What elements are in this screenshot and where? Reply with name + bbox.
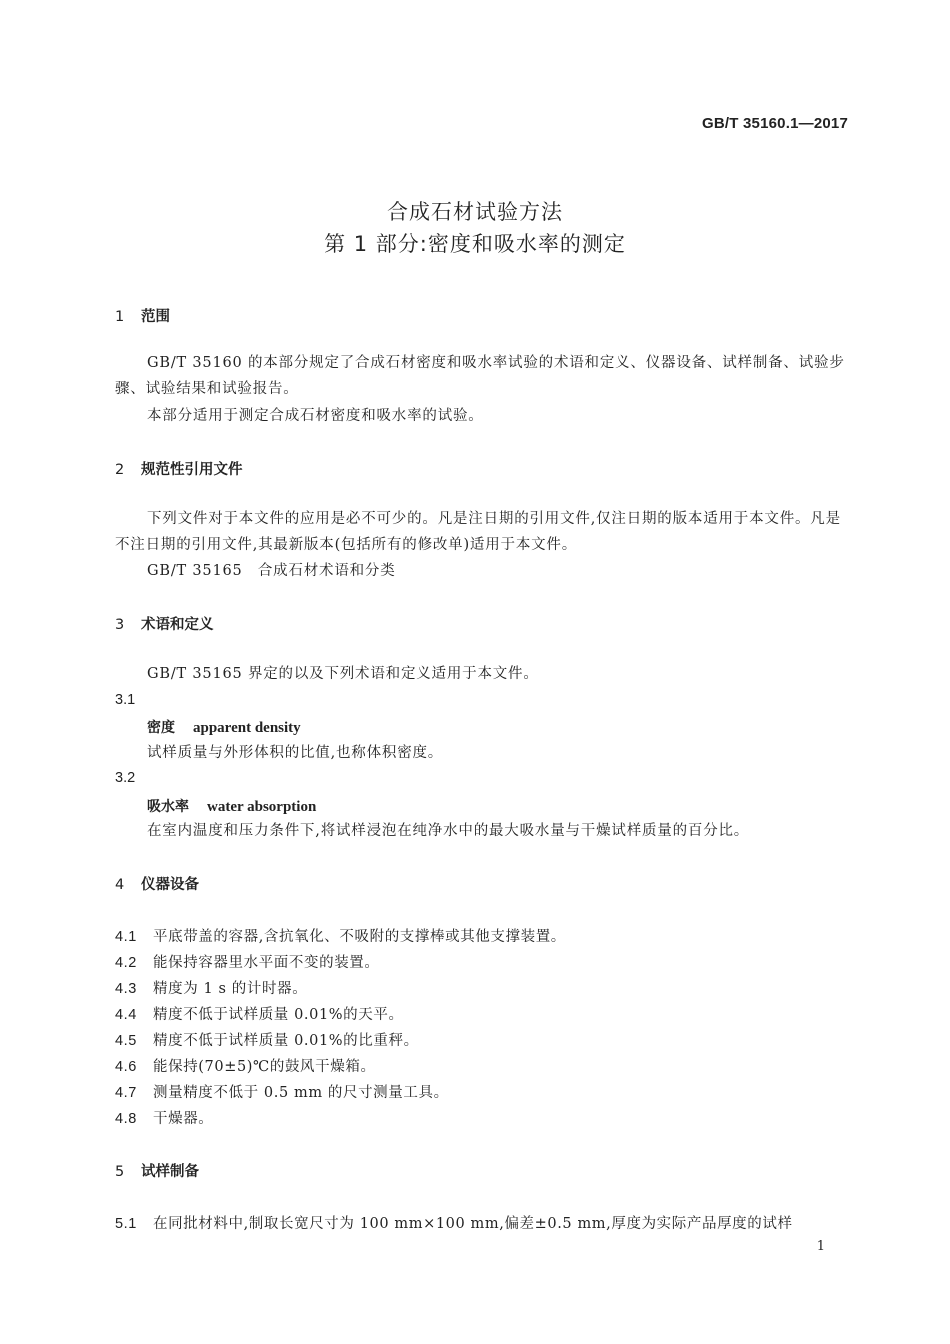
item-text: 精度不低于试样质量 0.01%的天平。 (153, 1007, 404, 1023)
section-1-heading (115, 305, 170, 326)
item-number: 4.2 (115, 955, 137, 971)
section-number: 2 (115, 462, 125, 478)
list-item (115, 1107, 850, 1128)
section-number: 4 (115, 877, 125, 893)
section-2-paragraph-1: 下列文件对于本文件的应用是必不可少的。凡是注日期的引用文件,仅注日期的版本适用于本文件。凡是不注日期的引用文件,其最新版本(包括所有的修改单)适用于本文件。 (115, 511, 841, 553)
section-3-paragraph-1: GB/T 35165 界定的以及下列术语和定义适用于本文件。 (147, 666, 539, 682)
item-text: 干燥器。 (153, 1111, 214, 1127)
list-item (115, 1055, 850, 1076)
item-text: 测量精度不低于 0.5 mm 的尺寸测量工具。 (153, 1085, 449, 1101)
section-5-heading (115, 1160, 199, 1181)
term-english: water absorption (207, 799, 317, 815)
item-text: 在同批材料中,制取长宽尺寸为 100 mm×100 mm,偏差±0.5 mm,厚度为实际产品厚度的试样 (153, 1216, 793, 1232)
section-number: 1 (115, 309, 125, 325)
section-number: 5 (115, 1164, 125, 1180)
item-number: 5.1 (115, 1216, 137, 1232)
term-number: 3.1 (115, 692, 136, 708)
term-definition: 试样质量与外形体积的比值,也称体积密度。 (147, 745, 444, 761)
item-number: 4.4 (115, 1007, 137, 1023)
item-text: 能保持(70±5)℃的鼓风干燥箱。 (153, 1059, 376, 1075)
section-1-paragraph-1: GB/T 35160 的本部分规定了合成石材密度和吸水率试验的术语和定义、仪器设备、试样制备、试验步骤、试验结果和试验报告。 (115, 355, 845, 397)
section-1-paragraph-2: 本部分适用于测定合成石材密度和吸水率的试验。 (147, 408, 484, 424)
section-title: 仪器设备 (141, 877, 199, 893)
term-number: 3.2 (115, 770, 136, 786)
term-chinese: 密度 (147, 720, 175, 736)
list-item (115, 1081, 850, 1102)
section-number: 3 (115, 617, 125, 633)
item-text: 精度不低于试样质量 0.01%的比重秤。 (153, 1033, 419, 1049)
item-number: 4.6 (115, 1059, 137, 1075)
item-number: 4.5 (115, 1033, 137, 1049)
section-4-heading (115, 873, 199, 894)
section-title: 规范性引用文件 (141, 462, 243, 478)
list-item (115, 925, 850, 946)
item-text: 精度为 1 s 的计时器。 (153, 981, 308, 997)
list-item (115, 1029, 850, 1050)
item-number: 4.8 (115, 1111, 137, 1127)
term-chinese: 吸水率 (147, 799, 189, 815)
list-item (115, 977, 850, 998)
section-title: 试样制备 (141, 1164, 199, 1180)
term-heading (147, 796, 316, 816)
item-number: 4.1 (115, 929, 137, 945)
section-title: 范围 (141, 309, 170, 325)
page-number: 1 (816, 1239, 825, 1254)
term-heading (147, 717, 301, 737)
item-number: 4.7 (115, 1085, 137, 1101)
standard-code: GB/T 35160.1—2017 (702, 115, 848, 132)
section-title: 术语和定义 (141, 617, 214, 633)
list-item (115, 951, 850, 972)
term-definition: 在室内温度和压力条件下,将试样浸泡在纯净水中的最大吸水量与干燥试样质量的百分比。 (147, 823, 750, 839)
normative-reference: GB/T 35165 合成石材术语和分类 (147, 563, 396, 579)
document-subtitle: 第 1 部分:密度和吸水率的测定 (324, 232, 626, 256)
item-text: 能保持容器里水平面不变的装置。 (153, 955, 380, 971)
section-3-heading (115, 613, 214, 634)
list-item (115, 1003, 850, 1024)
item-number: 4.3 (115, 981, 137, 997)
list-item (115, 1212, 850, 1233)
item-text: 平底带盖的容器,含抗氧化、不吸附的支撑棒或其他支撑装置。 (153, 929, 566, 945)
document-title: 合成石材试验方法 (387, 200, 563, 224)
section-2-heading (115, 458, 243, 479)
term-english: apparent density (193, 720, 301, 736)
